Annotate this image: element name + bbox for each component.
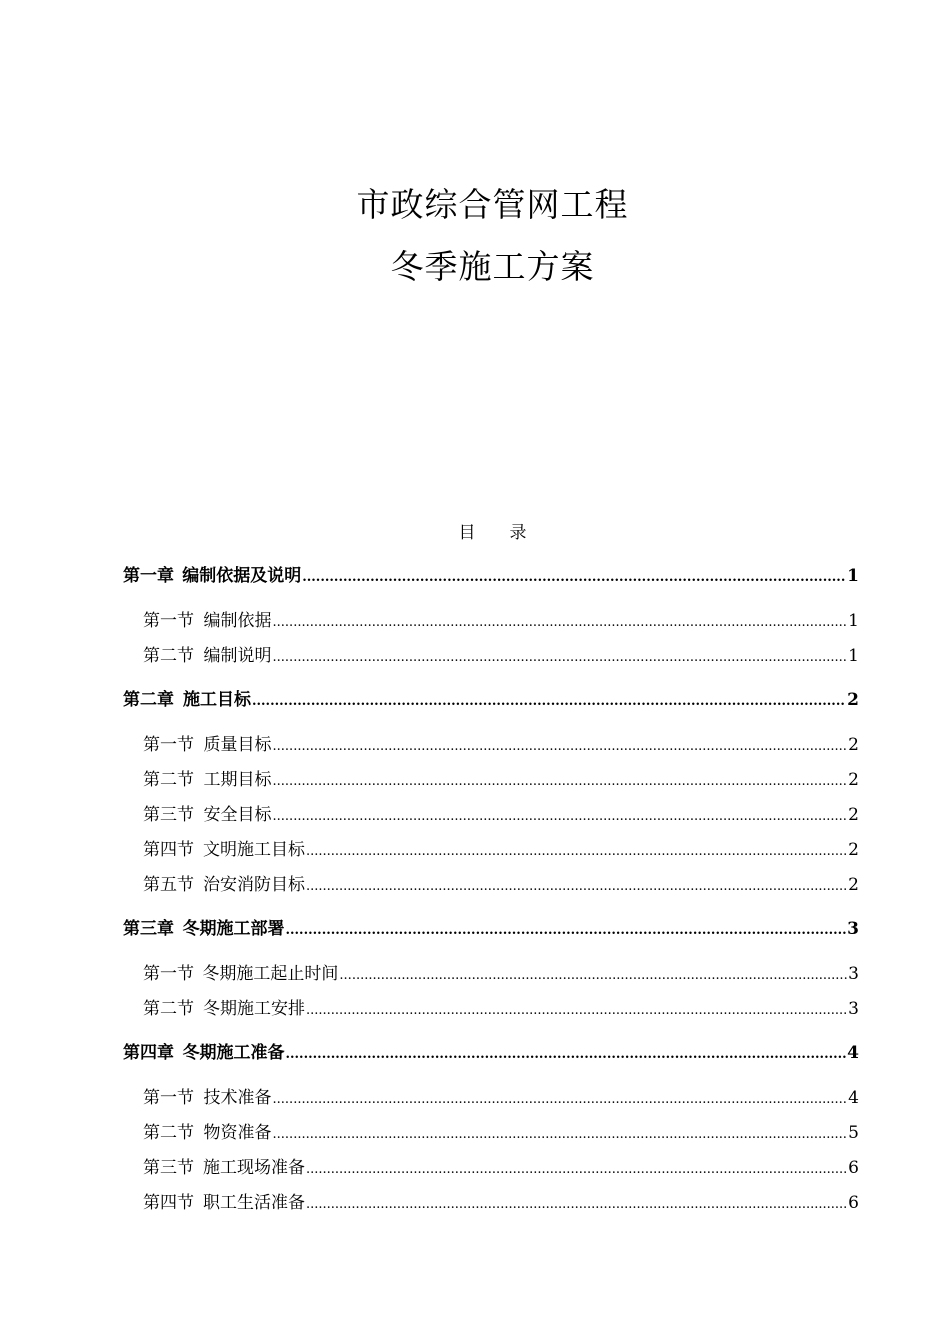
toc-entry-chapter-1[interactable] bbox=[123, 564, 859, 590]
toc-dot-leader bbox=[273, 733, 848, 759]
toc-entry-number: 第一节 bbox=[143, 1088, 194, 1108]
toc-entry-section[interactable] bbox=[143, 803, 859, 829]
toc-dot-leader bbox=[306, 997, 847, 1023]
toc-entry-section[interactable] bbox=[143, 768, 859, 794]
document-title-line-2: 冬季施工方案 bbox=[390, 247, 595, 286]
toc-entry-number: 第三节 bbox=[143, 805, 194, 825]
toc-heading-char-2: 录 bbox=[509, 523, 527, 543]
toc-entry-chapter-3[interactable] bbox=[123, 917, 859, 943]
toc-heading-char-1: 目 bbox=[458, 523, 476, 543]
toc-entry-page: 6 bbox=[848, 1158, 859, 1178]
toc-entry-number: 第一节 bbox=[143, 735, 194, 755]
toc-entry-section[interactable] bbox=[143, 1156, 859, 1182]
toc-entry-number: 第三章 bbox=[123, 919, 174, 939]
toc-dot-leader bbox=[285, 1041, 846, 1067]
toc-dot-leader bbox=[302, 564, 846, 590]
toc-entry-page: 2 bbox=[848, 840, 859, 860]
toc-dot-leader bbox=[273, 609, 848, 635]
toc-entry-title: 工期目标 bbox=[203, 770, 272, 790]
toc-dot-leader bbox=[306, 873, 847, 899]
toc-entry-title: 治安消防目标 bbox=[202, 875, 305, 895]
toc-entry-number: 第二节 bbox=[143, 770, 194, 790]
toc-entry-page: 1 bbox=[848, 646, 859, 666]
toc-entry-number: 第一节 bbox=[143, 964, 194, 984]
toc-entry-page: 1 bbox=[847, 566, 859, 586]
toc-entry-section[interactable] bbox=[143, 838, 859, 864]
toc-entry-title: 编制依据及说明 bbox=[182, 566, 302, 586]
toc-dot-leader bbox=[273, 1086, 848, 1112]
toc-entry-section[interactable] bbox=[143, 1121, 859, 1147]
toc-entry-number: 第四节 bbox=[143, 1193, 194, 1213]
toc-entry-number: 第四节 bbox=[143, 840, 194, 860]
toc-entry-page: 3 bbox=[847, 919, 859, 939]
toc-entry-title: 冬期施工起止时间 bbox=[202, 964, 339, 984]
toc-entry-number: 第五节 bbox=[143, 875, 194, 895]
toc-dot-leader bbox=[285, 917, 846, 943]
toc-entry-section[interactable] bbox=[143, 609, 859, 635]
toc-entry-number: 第三节 bbox=[143, 1158, 194, 1178]
toc-entry-section[interactable] bbox=[143, 1191, 859, 1217]
toc-entry-section[interactable] bbox=[143, 644, 859, 670]
toc-entry-title: 冬期施工准备 bbox=[182, 1043, 285, 1063]
toc-entry-number: 第一章 bbox=[123, 566, 174, 586]
toc-entry-chapter-4[interactable] bbox=[123, 1041, 859, 1067]
toc-entry-page: 2 bbox=[848, 735, 859, 755]
toc-heading bbox=[0, 521, 950, 545]
toc-dot-leader bbox=[252, 688, 846, 714]
toc-dot-leader bbox=[273, 1121, 848, 1147]
toc-entry-page: 3 bbox=[848, 964, 859, 984]
toc-entry-page: 2 bbox=[848, 875, 859, 895]
toc-entry-page: 3 bbox=[848, 999, 859, 1019]
toc-entry-page: 6 bbox=[848, 1193, 859, 1213]
toc-dot-leader bbox=[306, 838, 847, 864]
toc-entry-title: 施工目标 bbox=[182, 690, 251, 710]
toc-entry-number: 第二节 bbox=[143, 646, 194, 666]
toc-entry-number: 第一节 bbox=[143, 611, 194, 631]
toc-entry-page: 1 bbox=[848, 611, 859, 631]
toc-entry-number: 第二节 bbox=[143, 1123, 194, 1143]
toc-entry-title: 技术准备 bbox=[203, 1088, 272, 1108]
toc-entry-number: 第四章 bbox=[123, 1043, 174, 1063]
toc-dot-leader bbox=[273, 644, 848, 670]
toc-entry-title: 冬期施工部署 bbox=[182, 919, 285, 939]
toc-dot-leader bbox=[273, 768, 848, 794]
toc-entry-chapter-2[interactable] bbox=[123, 688, 859, 714]
toc-entry-title: 质量目标 bbox=[203, 735, 272, 755]
toc-entry-section[interactable] bbox=[143, 962, 859, 988]
toc-entry-section[interactable] bbox=[143, 1086, 859, 1112]
toc-entry-title: 编制依据 bbox=[203, 611, 272, 631]
toc-entry-title: 职工生活准备 bbox=[202, 1193, 305, 1213]
toc-dot-leader bbox=[306, 1191, 847, 1217]
toc-entry-page: 2 bbox=[848, 770, 859, 790]
toc-entry-page: 2 bbox=[847, 690, 859, 710]
toc-entry-page: 4 bbox=[847, 1043, 859, 1063]
toc-dot-leader bbox=[339, 962, 847, 988]
toc-entry-section[interactable] bbox=[143, 733, 859, 759]
toc-entry-page: 5 bbox=[848, 1123, 859, 1143]
toc-dot-leader bbox=[306, 1156, 847, 1182]
toc-entry-number: 第二章 bbox=[123, 690, 174, 710]
toc-entry-page: 4 bbox=[848, 1088, 859, 1108]
toc-entry-section[interactable] bbox=[143, 997, 859, 1023]
toc-entry-title: 物资准备 bbox=[203, 1123, 272, 1143]
toc-dot-leader bbox=[273, 803, 848, 829]
toc-entry-title: 冬期施工安排 bbox=[202, 999, 305, 1019]
toc-entry-title: 编制说明 bbox=[203, 646, 272, 666]
toc-entry-title: 安全目标 bbox=[203, 805, 272, 825]
toc-entry-section[interactable] bbox=[143, 873, 859, 899]
document-title-line-1: 市政综合管网工程 bbox=[356, 185, 629, 224]
toc-entry-title: 文明施工目标 bbox=[202, 840, 305, 860]
toc-entry-page: 2 bbox=[848, 805, 859, 825]
toc-entry-title: 施工现场准备 bbox=[202, 1158, 305, 1178]
toc-entry-number: 第二节 bbox=[143, 999, 194, 1019]
